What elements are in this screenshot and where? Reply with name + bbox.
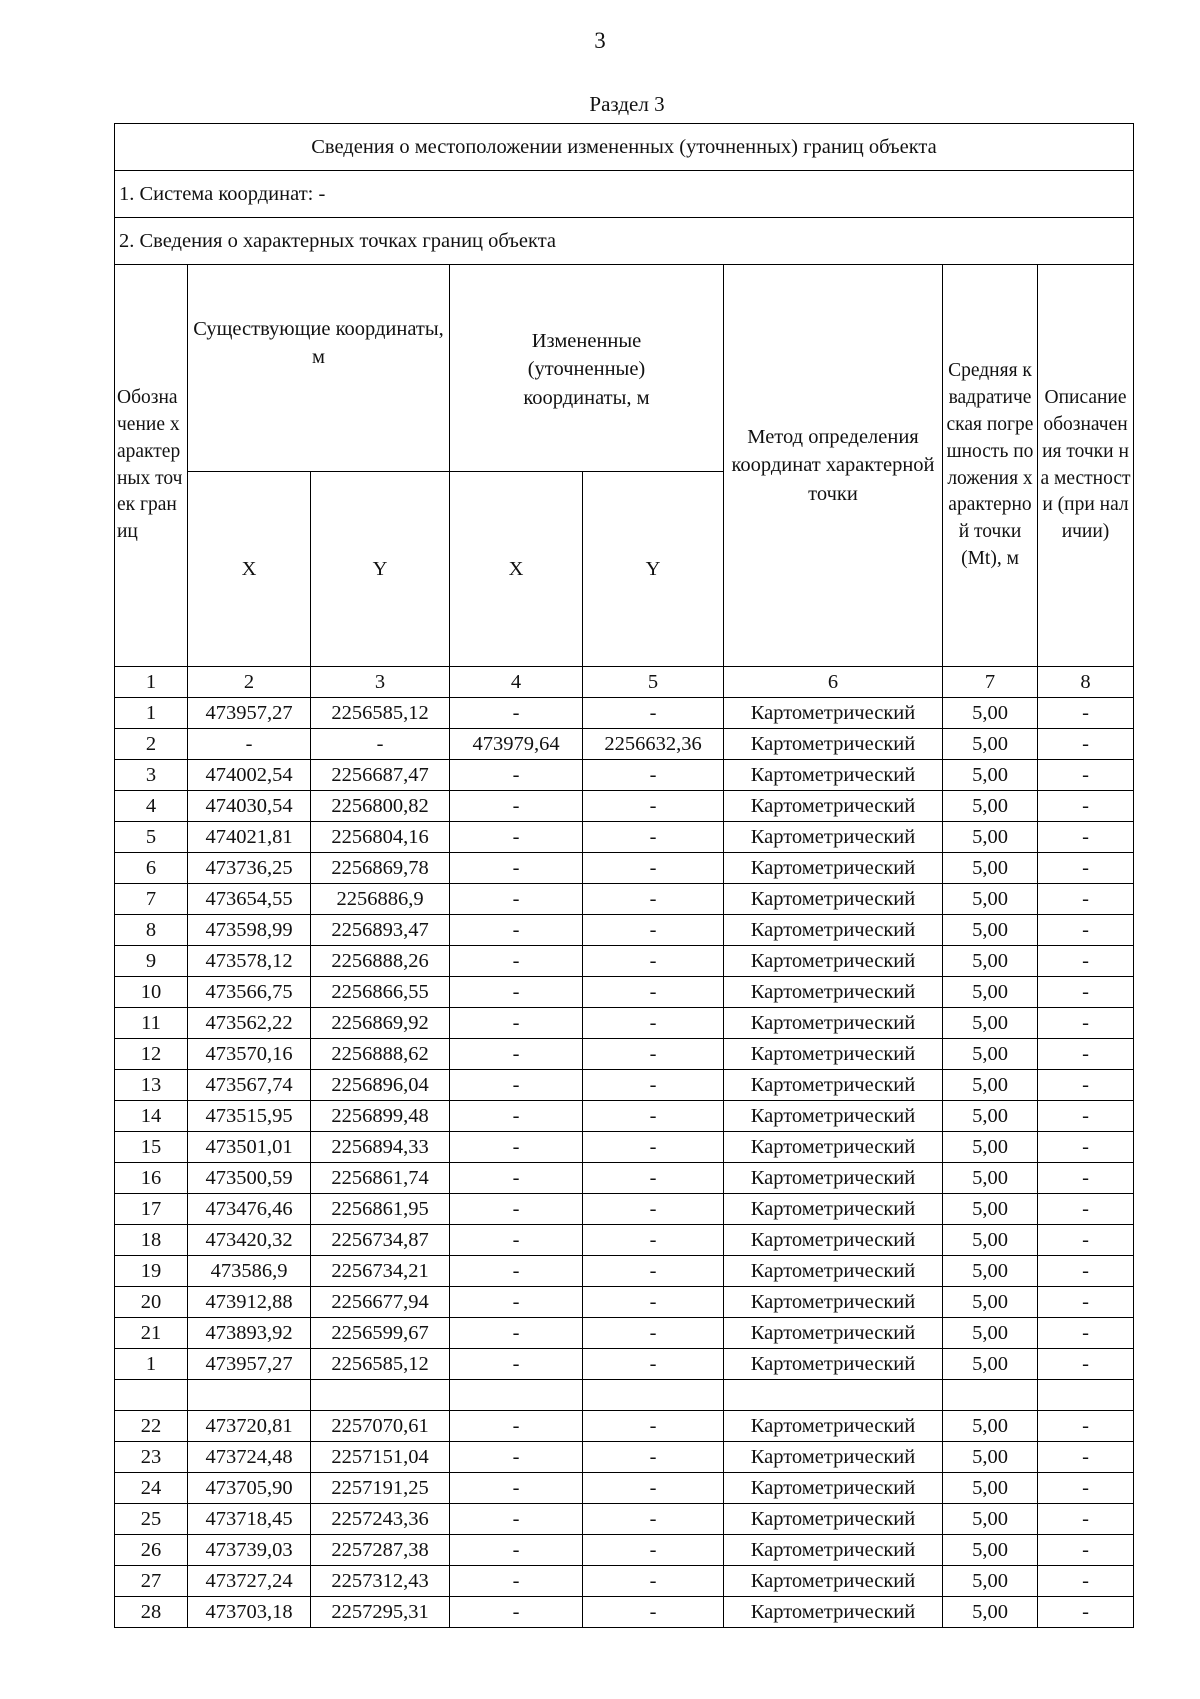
header-method: Метод определения координат характерной точки (724, 265, 943, 667)
existing-x-cell: 473957,27 (188, 698, 311, 729)
existing-y-cell: 2257070,61 (311, 1411, 450, 1442)
existing-y-cell: 2256804,16 (311, 822, 450, 853)
table-row (115, 1566, 1134, 1597)
description-cell: - (1038, 946, 1134, 977)
description-cell: - (1038, 1287, 1134, 1318)
description-cell (1038, 1380, 1134, 1411)
changed-x-cell: - (450, 1008, 583, 1039)
error-cell: 5,00 (943, 698, 1038, 729)
point-id-cell: 23 (115, 1442, 188, 1473)
method-cell: Картометрический (724, 915, 943, 946)
changed-y-cell: - (583, 915, 724, 946)
description-cell: - (1038, 1442, 1134, 1473)
method-cell: Картометрический (724, 1039, 943, 1070)
changed-y-cell: - (583, 1256, 724, 1287)
description-cell: - (1038, 1008, 1134, 1039)
error-cell: 5,00 (943, 1225, 1038, 1256)
point-id-cell: 24 (115, 1473, 188, 1504)
existing-y-cell: 2256896,04 (311, 1070, 450, 1101)
changed-y-cell: - (583, 1473, 724, 1504)
existing-x-cell: 473654,55 (188, 884, 311, 915)
existing-x-cell: - (188, 729, 311, 760)
changed-y-cell: - (583, 946, 724, 977)
existing-x-cell: 473720,81 (188, 1411, 311, 1442)
existing-x-cell: 474030,54 (188, 791, 311, 822)
changed-x-cell: - (450, 1566, 583, 1597)
method-cell: Картометрический (724, 1008, 943, 1039)
existing-x-cell: 473736,25 (188, 853, 311, 884)
existing-y-cell: 2257295,31 (311, 1597, 450, 1628)
column-number-row (115, 667, 1134, 698)
existing-y-cell: 2256894,33 (311, 1132, 450, 1163)
error-cell: 5,00 (943, 1473, 1038, 1504)
changed-x-cell: - (450, 698, 583, 729)
description-cell: - (1038, 760, 1134, 791)
point-id-cell: 27 (115, 1566, 188, 1597)
existing-y-cell: 2257312,43 (311, 1566, 450, 1597)
method-cell: Картометрический (724, 1442, 943, 1473)
description-cell: - (1038, 1473, 1134, 1504)
existing-y-cell: 2256800,82 (311, 791, 450, 822)
header-error: Средняя квадратическая погрешность положения характерной точки (Mt), м (943, 265, 1038, 667)
description-cell: - (1038, 1349, 1134, 1380)
error-cell: 5,00 (943, 1070, 1038, 1101)
changed-x-cell: - (450, 884, 583, 915)
existing-y-cell: 2257287,38 (311, 1535, 450, 1566)
error-cell: 5,00 (943, 1504, 1038, 1535)
existing-y-cell: 2256866,55 (311, 977, 450, 1008)
changed-y-cell: - (583, 977, 724, 1008)
method-cell: Картометрический (724, 760, 943, 791)
description-cell: - (1038, 1163, 1134, 1194)
error-cell: 5,00 (943, 1411, 1038, 1442)
table-row (115, 1504, 1134, 1535)
header-existing-y: Y (311, 472, 450, 667)
error-cell: 5,00 (943, 946, 1038, 977)
changed-x-cell: - (450, 1411, 583, 1442)
changed-x-cell: - (450, 1225, 583, 1256)
table-row (115, 946, 1134, 977)
changed-y-cell: 2256632,36 (583, 729, 724, 760)
changed-y-cell: - (583, 791, 724, 822)
description-cell: - (1038, 1256, 1134, 1287)
column-number: 3 (311, 667, 450, 698)
changed-x-cell: - (450, 1597, 583, 1628)
table-row (115, 1101, 1134, 1132)
existing-x-cell: 473912,88 (188, 1287, 311, 1318)
header-changed-coords: Измененные (уточненные) координаты, м (450, 265, 724, 472)
column-number: 2 (188, 667, 311, 698)
point-id-cell: 18 (115, 1225, 188, 1256)
existing-x-cell: 473570,16 (188, 1039, 311, 1070)
error-cell: 5,00 (943, 1132, 1038, 1163)
changed-y-cell: - (583, 1008, 724, 1039)
table-row (115, 884, 1134, 915)
table-row (115, 915, 1134, 946)
existing-y-cell: 2256893,47 (311, 915, 450, 946)
existing-x-cell: 473703,18 (188, 1597, 311, 1628)
method-cell: Картометрический (724, 1194, 943, 1225)
description-cell: - (1038, 1566, 1134, 1597)
point-id-cell: 26 (115, 1535, 188, 1566)
changed-x-cell: - (450, 977, 583, 1008)
existing-y-cell: 2257243,36 (311, 1504, 450, 1535)
existing-y-cell: 2256861,95 (311, 1194, 450, 1225)
existing-x-cell (188, 1380, 311, 1411)
table-row (115, 1287, 1134, 1318)
changed-y-cell: - (583, 853, 724, 884)
existing-x-cell: 473501,01 (188, 1132, 311, 1163)
table-row (115, 698, 1134, 729)
existing-x-cell: 473598,99 (188, 915, 311, 946)
table-row (115, 822, 1134, 853)
method-cell: Картометрический (724, 791, 943, 822)
changed-y-cell: - (583, 1101, 724, 1132)
error-cell (943, 1380, 1038, 1411)
existing-x-cell: 473718,45 (188, 1504, 311, 1535)
existing-y-cell: 2256687,47 (311, 760, 450, 791)
method-cell: Картометрический (724, 1473, 943, 1504)
point-id-cell (115, 1380, 188, 1411)
changed-x-cell: - (450, 1318, 583, 1349)
header-existing-x: X (188, 472, 311, 667)
description-cell: - (1038, 853, 1134, 884)
table-row (115, 729, 1134, 760)
changed-x-cell: - (450, 1101, 583, 1132)
table-row (115, 1008, 1134, 1039)
existing-y-cell: 2256888,26 (311, 946, 450, 977)
changed-x-cell: - (450, 1535, 583, 1566)
error-cell: 5,00 (943, 822, 1038, 853)
changed-y-cell: - (583, 1535, 724, 1566)
existing-x-cell: 474002,54 (188, 760, 311, 791)
point-id-cell: 4 (115, 791, 188, 822)
error-cell: 5,00 (943, 1163, 1038, 1194)
error-cell: 5,00 (943, 853, 1038, 884)
header-existing-coords: Существующие координаты, м (188, 265, 450, 472)
error-cell: 5,00 (943, 1039, 1038, 1070)
existing-y-cell: 2256734,21 (311, 1256, 450, 1287)
method-cell: Картометрический (724, 1318, 943, 1349)
changed-x-cell: - (450, 1442, 583, 1473)
method-cell: Картометрический (724, 884, 943, 915)
existing-x-cell: 473739,03 (188, 1535, 311, 1566)
existing-x-cell: 473500,59 (188, 1163, 311, 1194)
point-id-cell: 15 (115, 1132, 188, 1163)
changed-x-cell: - (450, 1504, 583, 1535)
existing-x-cell: 473566,75 (188, 977, 311, 1008)
table-row (115, 1380, 1134, 1411)
method-cell (724, 1380, 943, 1411)
description-cell: - (1038, 977, 1134, 1008)
method-cell: Картометрический (724, 1504, 943, 1535)
changed-y-cell: - (583, 1163, 724, 1194)
existing-y-cell: 2256585,12 (311, 698, 450, 729)
error-cell: 5,00 (943, 915, 1038, 946)
existing-x-cell: 473578,12 (188, 946, 311, 977)
existing-x-cell: 473562,22 (188, 1008, 311, 1039)
changed-y-cell: - (583, 1411, 724, 1442)
existing-y-cell: 2256899,48 (311, 1101, 450, 1132)
method-cell: Картометрический (724, 1070, 943, 1101)
existing-y-cell: 2256869,78 (311, 853, 450, 884)
table-row (115, 977, 1134, 1008)
error-cell: 5,00 (943, 1535, 1038, 1566)
existing-x-cell: 473515,95 (188, 1101, 311, 1132)
error-cell: 5,00 (943, 884, 1038, 915)
existing-y-cell: - (311, 729, 450, 760)
error-cell: 5,00 (943, 1442, 1038, 1473)
existing-x-cell: 473420,32 (188, 1225, 311, 1256)
existing-y-cell: 2256888,62 (311, 1039, 450, 1070)
point-id-cell: 11 (115, 1008, 188, 1039)
changed-x-cell: - (450, 1194, 583, 1225)
error-cell: 5,00 (943, 729, 1038, 760)
table-row (115, 1535, 1134, 1566)
column-number: 1 (115, 667, 188, 698)
page-number: 3 (594, 28, 606, 53)
error-cell: 5,00 (943, 1287, 1038, 1318)
existing-y-cell: 2256869,92 (311, 1008, 450, 1039)
column-number: 7 (943, 667, 1038, 698)
method-cell: Картометрический (724, 1597, 943, 1628)
table-title: Сведения о местоположении измененных (уточненных) границ объекта (115, 124, 1134, 171)
point-id-cell: 14 (115, 1101, 188, 1132)
point-id-cell: 25 (115, 1504, 188, 1535)
description-cell: - (1038, 1101, 1134, 1132)
changed-y-cell: - (583, 1318, 724, 1349)
point-id-cell: 28 (115, 1597, 188, 1628)
point-id-cell: 1 (115, 1349, 188, 1380)
error-cell: 5,00 (943, 977, 1038, 1008)
column-number: 8 (1038, 667, 1134, 698)
existing-y-cell: 2256599,67 (311, 1318, 450, 1349)
changed-x-cell: - (450, 760, 583, 791)
method-cell: Картометрический (724, 1132, 943, 1163)
point-id-cell: 10 (115, 977, 188, 1008)
header-description: Описание обозначения точки на местности (при наличии) (1038, 265, 1134, 667)
table-row (115, 1070, 1134, 1101)
existing-x-cell: 473724,48 (188, 1442, 311, 1473)
header-designation: Обозначение характерных точек границ (115, 265, 188, 667)
point-id-cell: 22 (115, 1411, 188, 1442)
point-id-cell: 3 (115, 760, 188, 791)
method-cell: Картометрический (724, 1535, 943, 1566)
point-id-cell: 6 (115, 853, 188, 884)
point-id-cell: 7 (115, 884, 188, 915)
changed-x-cell: - (450, 946, 583, 977)
changed-x-cell: - (450, 791, 583, 822)
existing-x-cell: 473957,27 (188, 1349, 311, 1380)
coordinate-system: 1. Система координат: - (115, 171, 1134, 218)
method-cell: Картометрический (724, 1101, 943, 1132)
existing-y-cell: 2256677,94 (311, 1287, 450, 1318)
table-row (115, 1225, 1134, 1256)
method-cell: Картометрический (724, 946, 943, 977)
section-title: Раздел 3 (589, 92, 665, 116)
changed-x-cell: - (450, 1163, 583, 1194)
error-cell: 5,00 (943, 1256, 1038, 1287)
changed-y-cell: - (583, 1597, 724, 1628)
point-id-cell: 20 (115, 1287, 188, 1318)
changed-x-cell: - (450, 1039, 583, 1070)
description-cell: - (1038, 884, 1134, 915)
changed-y-cell: - (583, 760, 724, 791)
method-cell: Картометрический (724, 1225, 943, 1256)
method-cell: Картометрический (724, 1566, 943, 1597)
point-id-cell: 12 (115, 1039, 188, 1070)
error-cell: 5,00 (943, 1597, 1038, 1628)
point-id-cell: 1 (115, 698, 188, 729)
changed-y-cell: - (583, 1349, 724, 1380)
changed-y-cell (583, 1380, 724, 1411)
method-cell: Картометрический (724, 1287, 943, 1318)
error-cell: 5,00 (943, 1566, 1038, 1597)
header-changed-x: X (450, 472, 583, 667)
table-row (115, 1442, 1134, 1473)
changed-x-cell: - (450, 1132, 583, 1163)
point-id-cell: 13 (115, 1070, 188, 1101)
table-row (115, 1194, 1134, 1225)
changed-y-cell: - (583, 822, 724, 853)
point-id-cell: 8 (115, 915, 188, 946)
changed-x-cell: - (450, 822, 583, 853)
method-cell: Картометрический (724, 1256, 943, 1287)
existing-y-cell (311, 1380, 450, 1411)
description-cell: - (1038, 1070, 1134, 1101)
method-cell: Картометрический (724, 1349, 943, 1380)
changed-y-cell: - (583, 1442, 724, 1473)
changed-y-cell: - (583, 1070, 724, 1101)
description-cell: - (1038, 915, 1134, 946)
table-row (115, 1473, 1134, 1504)
changed-y-cell: - (583, 1132, 724, 1163)
changed-x-cell: 473979,64 (450, 729, 583, 760)
description-cell: - (1038, 1225, 1134, 1256)
description-cell: - (1038, 791, 1134, 822)
changed-x-cell: - (450, 1070, 583, 1101)
changed-y-cell: - (583, 1504, 724, 1535)
description-cell: - (1038, 822, 1134, 853)
existing-y-cell: 2256734,87 (311, 1225, 450, 1256)
changed-y-cell: - (583, 1287, 724, 1318)
changed-x-cell: - (450, 1256, 583, 1287)
table-row (115, 1349, 1134, 1380)
description-cell: - (1038, 1194, 1134, 1225)
existing-x-cell: 473705,90 (188, 1473, 311, 1504)
method-cell: Картометрический (724, 698, 943, 729)
description-cell: - (1038, 1132, 1134, 1163)
description-cell: - (1038, 1504, 1134, 1535)
table-row (115, 791, 1134, 822)
description-cell: - (1038, 1535, 1134, 1566)
changed-y-cell: - (583, 1225, 724, 1256)
description-cell: - (1038, 1039, 1134, 1070)
point-id-cell: 17 (115, 1194, 188, 1225)
existing-y-cell: 2257191,25 (311, 1473, 450, 1504)
existing-y-cell: 2256861,74 (311, 1163, 450, 1194)
table-row (115, 760, 1134, 791)
error-cell: 5,00 (943, 1318, 1038, 1349)
table-row (115, 1132, 1134, 1163)
points-heading: 2. Сведения о характерных точках границ объекта (115, 218, 1134, 265)
error-cell: 5,00 (943, 791, 1038, 822)
method-cell: Картометрический (724, 1411, 943, 1442)
method-cell: Картометрический (724, 977, 943, 1008)
table-row (115, 853, 1134, 884)
table-row (115, 1039, 1134, 1070)
error-cell: 5,00 (943, 1349, 1038, 1380)
existing-y-cell: 2257151,04 (311, 1442, 450, 1473)
column-number: 6 (724, 667, 943, 698)
description-cell: - (1038, 1597, 1134, 1628)
changed-x-cell: - (450, 1287, 583, 1318)
error-cell: 5,00 (943, 1008, 1038, 1039)
point-id-cell: 21 (115, 1318, 188, 1349)
existing-y-cell: 2256585,12 (311, 1349, 450, 1380)
point-id-cell: 2 (115, 729, 188, 760)
changed-y-cell: - (583, 1566, 724, 1597)
existing-x-cell: 473476,46 (188, 1194, 311, 1225)
changed-y-cell: - (583, 884, 724, 915)
method-cell: Картометрический (724, 822, 943, 853)
existing-x-cell: 473727,24 (188, 1566, 311, 1597)
table-row (115, 1318, 1134, 1349)
table-row (115, 1411, 1134, 1442)
method-cell: Картометрический (724, 1163, 943, 1194)
method-cell: Картометрический (724, 853, 943, 884)
description-cell: - (1038, 698, 1134, 729)
changed-y-cell: - (583, 1194, 724, 1225)
existing-x-cell: 473586,9 (188, 1256, 311, 1287)
changed-x-cell: - (450, 915, 583, 946)
table-row (115, 1163, 1134, 1194)
point-id-cell: 9 (115, 946, 188, 977)
boundary-points-table (114, 123, 1134, 1628)
existing-y-cell: 2256886,9 (311, 884, 450, 915)
changed-x-cell: - (450, 1473, 583, 1504)
description-cell: - (1038, 1411, 1134, 1442)
header-changed-y: Y (583, 472, 724, 667)
existing-x-cell: 474021,81 (188, 822, 311, 853)
point-id-cell: 19 (115, 1256, 188, 1287)
description-cell: - (1038, 729, 1134, 760)
error-cell: 5,00 (943, 1194, 1038, 1225)
changed-x-cell (450, 1380, 583, 1411)
changed-y-cell: - (583, 698, 724, 729)
point-id-cell: 5 (115, 822, 188, 853)
existing-x-cell: 473567,74 (188, 1070, 311, 1101)
table-row (115, 1256, 1134, 1287)
existing-x-cell: 473893,92 (188, 1318, 311, 1349)
column-number: 4 (450, 667, 583, 698)
changed-y-cell: - (583, 1039, 724, 1070)
column-number: 5 (583, 667, 724, 698)
point-id-cell: 16 (115, 1163, 188, 1194)
error-cell: 5,00 (943, 1101, 1038, 1132)
error-cell: 5,00 (943, 760, 1038, 791)
table-row (115, 1597, 1134, 1628)
changed-x-cell: - (450, 1349, 583, 1380)
method-cell: Картометрический (724, 729, 943, 760)
description-cell: - (1038, 1318, 1134, 1349)
changed-x-cell: - (450, 853, 583, 884)
